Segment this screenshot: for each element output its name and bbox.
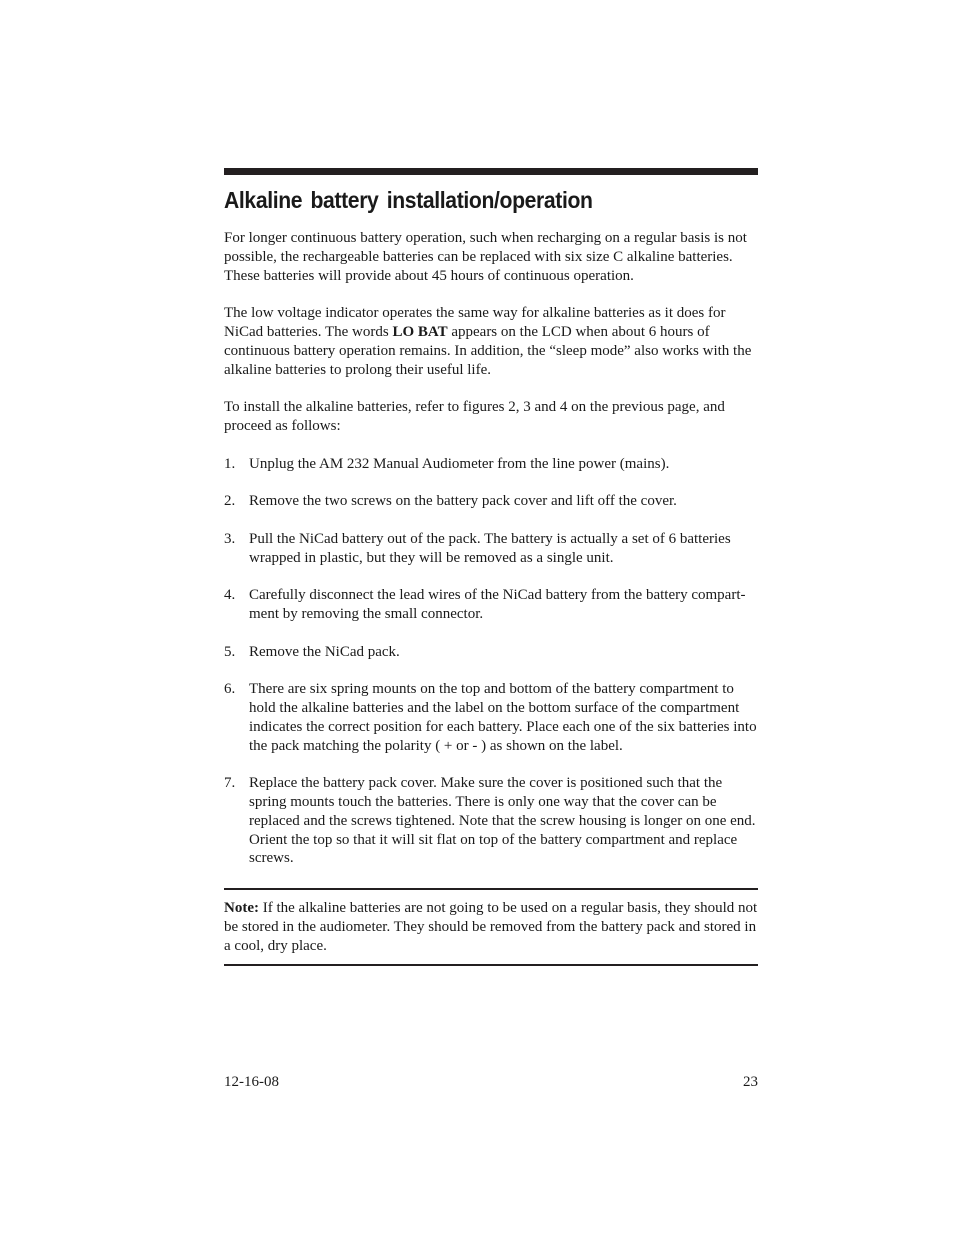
page-content [224,168,758,966]
note-label: Note: [224,900,259,917]
page-number: 23 [743,1074,758,1090]
low-battery-text-after: appears on the LCD when about 6 hours of continuous battery operation remains. In addition, the “sleep mode” also works with the alkaline batteries to prolong their useful life. [224,323,752,378]
step-6 [224,680,758,755]
step-text: Remove the NiCad pack. [249,643,400,660]
top-rule [224,168,758,175]
step-text: Remove the two screws on the battery pack cover and lift off the cover. [249,493,677,510]
low-battery-text-before: The low voltage indicator operates the same way for alkaline batteries as it does for NiCad batteries. The words [224,305,726,340]
step-number: 2. [224,493,236,510]
step-number: 3. [224,530,236,547]
step-text: Unplug the AM 232 Manual Audiometer from the line power (mains). [249,455,670,472]
installation-steps [224,455,758,869]
step-number: 1. [224,455,236,472]
lo-bat-label: LO BAT [392,323,448,340]
low-battery-paragraph [224,304,758,379]
step-3 [224,530,758,568]
note-paragraph [224,899,758,955]
note-box [224,888,758,966]
intro-paragraph: For longer continuous battery operation, such when recharging on a regular basis is not possible, the rechargeable batteries can be replaced with six size C alkaline batteries. These batteries will provide about 45 hours of continuous operation. [224,230,747,284]
step-4 [224,586,758,624]
step-2 [224,492,758,511]
step-number: 6. [224,681,236,698]
step-1 [224,455,758,474]
step-text: Carefully disconnect the lead wires of the NiCad battery from the battery compart-ment by removing the small connector. [249,587,746,622]
step-text: Replace the battery pack cover. Make sure the cover is positioned such that the spring mounts touch the batteries. There is only one way that the cover can be replaced and the screws tightened. Note that the screw housing is longer on one end. Orient the top so that it will sit flat on top of the battery compartment and replace screws. [249,775,756,867]
step-number: 5. [224,643,236,660]
step-7 [224,774,758,868]
step-number: 7. [224,775,236,792]
section-heading: Alkaline battery installation/operation [224,187,593,213]
step-text: There are six spring mounts on the top and bottom of the battery compartment to hold the alkaline batteries and the label on the bottom surface of the compartment indicates the correct position for each battery. Place each one of the six batteries into the pack matching the polarity ( + or - ) as shown on the label. [249,681,757,754]
step-text: Pull the NiCad battery out of the pack. The battery is actually a set of 6 batteries wrapped in plastic, but they will be removed as a single unit. [249,530,731,566]
step-5 [224,643,758,662]
step-number: 4. [224,587,236,604]
footer-date: 12-16-08 [224,1074,279,1090]
note-text: If the alkaline batteries are not going to be used on a regular basis, they should not be stored in the audiometer. They should be removed from the battery pack and stored in a cool, dry place. [224,900,758,954]
install-intro-paragraph: To install the alkaline batteries, refer to figures 2, 3 and 4 on the previous page, and proceed as follows: [224,399,725,434]
